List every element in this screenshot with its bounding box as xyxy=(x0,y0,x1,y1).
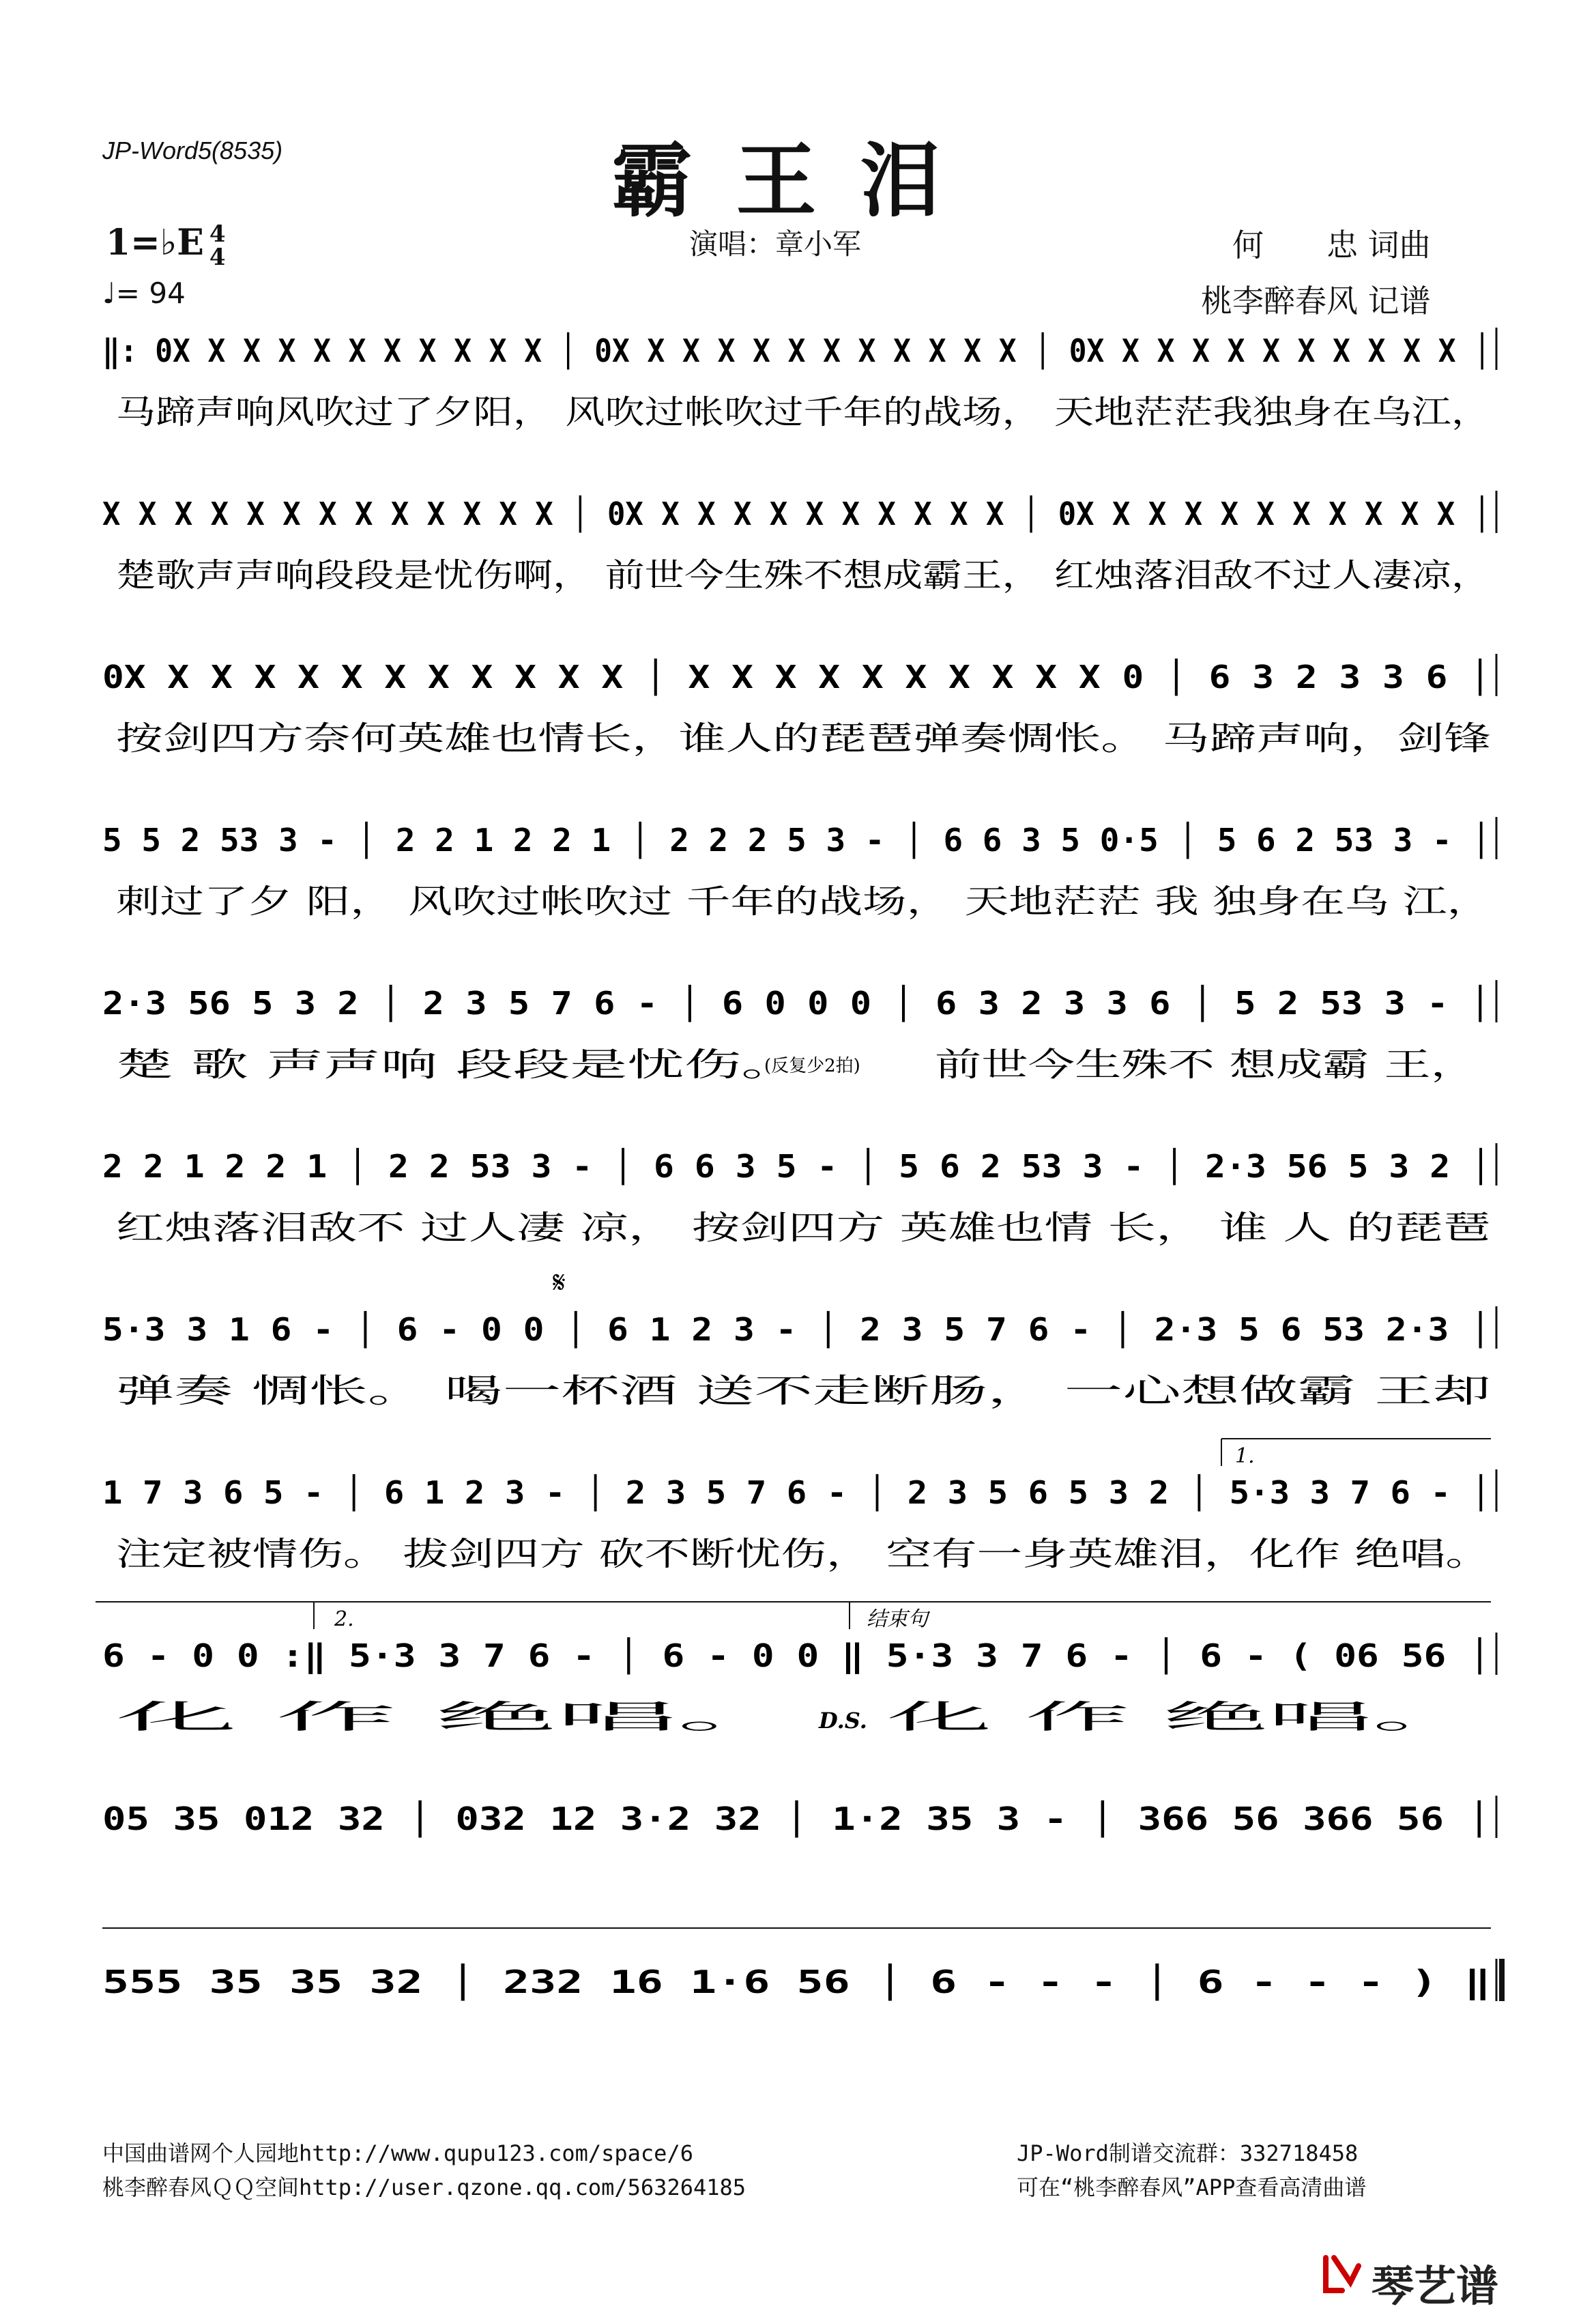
time-top: 4 xyxy=(209,220,226,248)
lyrics-row-5: 楚 歌 声声响 段段是忧伤。 xyxy=(116,1046,798,1084)
notation-row-6: 2 2 1 2 2 1 │ 2 2 53 3 - │ 6 6 3 5 - │ 5 6 2 53 3 - │ 2·3 56 5 3 2 │ xyxy=(102,1148,1388,1185)
dal-segno-mark: D.S. xyxy=(819,1708,867,1734)
volta-2-label: 2. xyxy=(334,1607,354,1631)
lyrics-row-5-b: 前世今生殊不 想成霸 王， xyxy=(935,1046,1477,1084)
tempo-marking: ♩= 94 xyxy=(102,276,186,310)
lyrics-row-8: 注定被情伤。 拔剑四方 砍不断忧伤， 空有一身英雄泪，化作 绝唱。 xyxy=(116,1535,1491,1573)
footer-group: JP-Word制谱交流群：332718458 xyxy=(1017,2140,1359,2166)
time-bottom: 4 xyxy=(209,243,226,271)
segno-mark: 𝄋 xyxy=(553,1265,566,1300)
footer-left xyxy=(102,2136,746,2204)
notation-row-1: ‖: 0X X X X X X X X X X X │ 0X X X X X X X X X X X X │ 0X X X X X X X X X X X │ xyxy=(102,332,1595,369)
key-label: 1=♭E xyxy=(106,222,204,263)
footer-link-qzone: 桃李醉春风ＱＱ空间http://user.qzone.qq.com/563264185 xyxy=(102,2174,746,2200)
footer-app-note: 可在“桃李醉春风”APP查看高清曲谱 xyxy=(1017,2174,1367,2200)
lyrics-row-2: 楚歌声声响段段是忧伤啊， 前世今生殊不想成霸王， 红烛落泪敌不过人凄凉， xyxy=(116,556,1491,594)
lyrics-row-1: 马蹄声响风吹过了夕阳， 风吹过帐吹过千年的战场， 天地茫茫我独身在乌江， xyxy=(116,393,1491,431)
software-label: JP-Word5(8535) xyxy=(102,137,283,164)
lyrics-row-7: 弹奏 惆怅。 喝一杯酒 送不走断肠， 一心想做霸 王却 xyxy=(116,1372,1491,1410)
song-title: 霸王泪 xyxy=(611,133,985,228)
credit-notation: 桃李醉春风 记谱 xyxy=(1201,283,1431,319)
repeat-note: (反复少2拍) xyxy=(764,1056,860,1076)
volta-1-label: 1. xyxy=(1235,1444,1255,1468)
notation-row-2: X X X X X X X X X X X X X │ 0X X X X X X X X X X X │ 0X X X X X X X X X X X │ xyxy=(102,495,1558,532)
footer-link-qupu: 中国曲谱网个人园地http://www.qupu123.com/space/6 xyxy=(102,2140,693,2166)
footer-right xyxy=(1017,2136,1366,2204)
notation-row-7: 5·3 3 1 6 - │ 6 - 0 0 │ 6 1 2 3 - │ 2 3 5 7 6 - │ 2·3 5 6 53 2·3 │ xyxy=(102,1311,1350,1348)
notation-row-10: 05 35 012 32 │ 032 12 3·2 32 │ 1·2 35 3 - │ 366 56 366 56 │ xyxy=(102,1800,1217,1837)
singer-credit: 演唱：章小军 xyxy=(689,227,862,261)
lyrics-row-9-b: 化 作 绝唱。 xyxy=(887,1698,1477,1736)
notation-row-3: 0X X X X X X X X X X X X │ X X X X X X X X X X 0 │ 6 3 2 3 3 6 │ xyxy=(102,659,1312,695)
notation-row-11: 555 35 35 32 │ 232 16 1·6 56 │ 6 - - - │ 6 - - - ) ‖ xyxy=(102,1964,1086,2000)
notation-row-5: 2·3 56 5 3 2 │ 2 3 5 7 6 - │ 6 0 0 0 │ 6 3 2 3 3 6 │ 5 2 53 3 - │ xyxy=(102,985,1331,1022)
brand-logo: 琴艺谱 xyxy=(1372,2261,1499,2311)
ending-label: 结束句 xyxy=(867,1607,928,1631)
lyrics-row-6: 红烛落泪敌不 过人凄 凉， 按剑四方 英雄也情 长， 谁 人 的琵琶 xyxy=(116,1209,1491,1247)
notation-row-8: 1 7 3 6 5 - │ 6 1 2 3 - │ 2 3 5 7 6 - │ 2 3 5 6 5 3 2 │ 5·3 3 7 6 - │ xyxy=(102,1474,1406,1511)
lyrics-row-4: 刺过了夕 阳， 风吹过帐吹过 千年的战场， 天地茫茫 我 独身在乌 江， xyxy=(116,882,1491,921)
lyrics-row-9: 化 作 绝唱。 xyxy=(116,1698,798,1736)
notation-row-9: 6 - 0 0 :‖ 5·3 3 7 6 - │ 6 - 0 0 ‖ 5·3 3 7 6 - │ 6 - ( 06 56 │ xyxy=(102,1637,1275,1674)
lyrics-row-3: 按剑四方奈何英雄也情长，谁人的琵琶弹奏惆怅。 马蹄声响，剑锋 xyxy=(116,719,1491,758)
notation-row-4: 5 5 2 53 3 - │ 2 2 1 2 2 1 │ 2 2 2 5 3 - │ 6 6 3 5 0·5 │ 5 6 2 53 3 - │ xyxy=(102,822,1445,859)
brand-logo-icon xyxy=(1320,2252,1364,2296)
credit-lyrics: 何 忠 词曲 xyxy=(1232,227,1431,263)
